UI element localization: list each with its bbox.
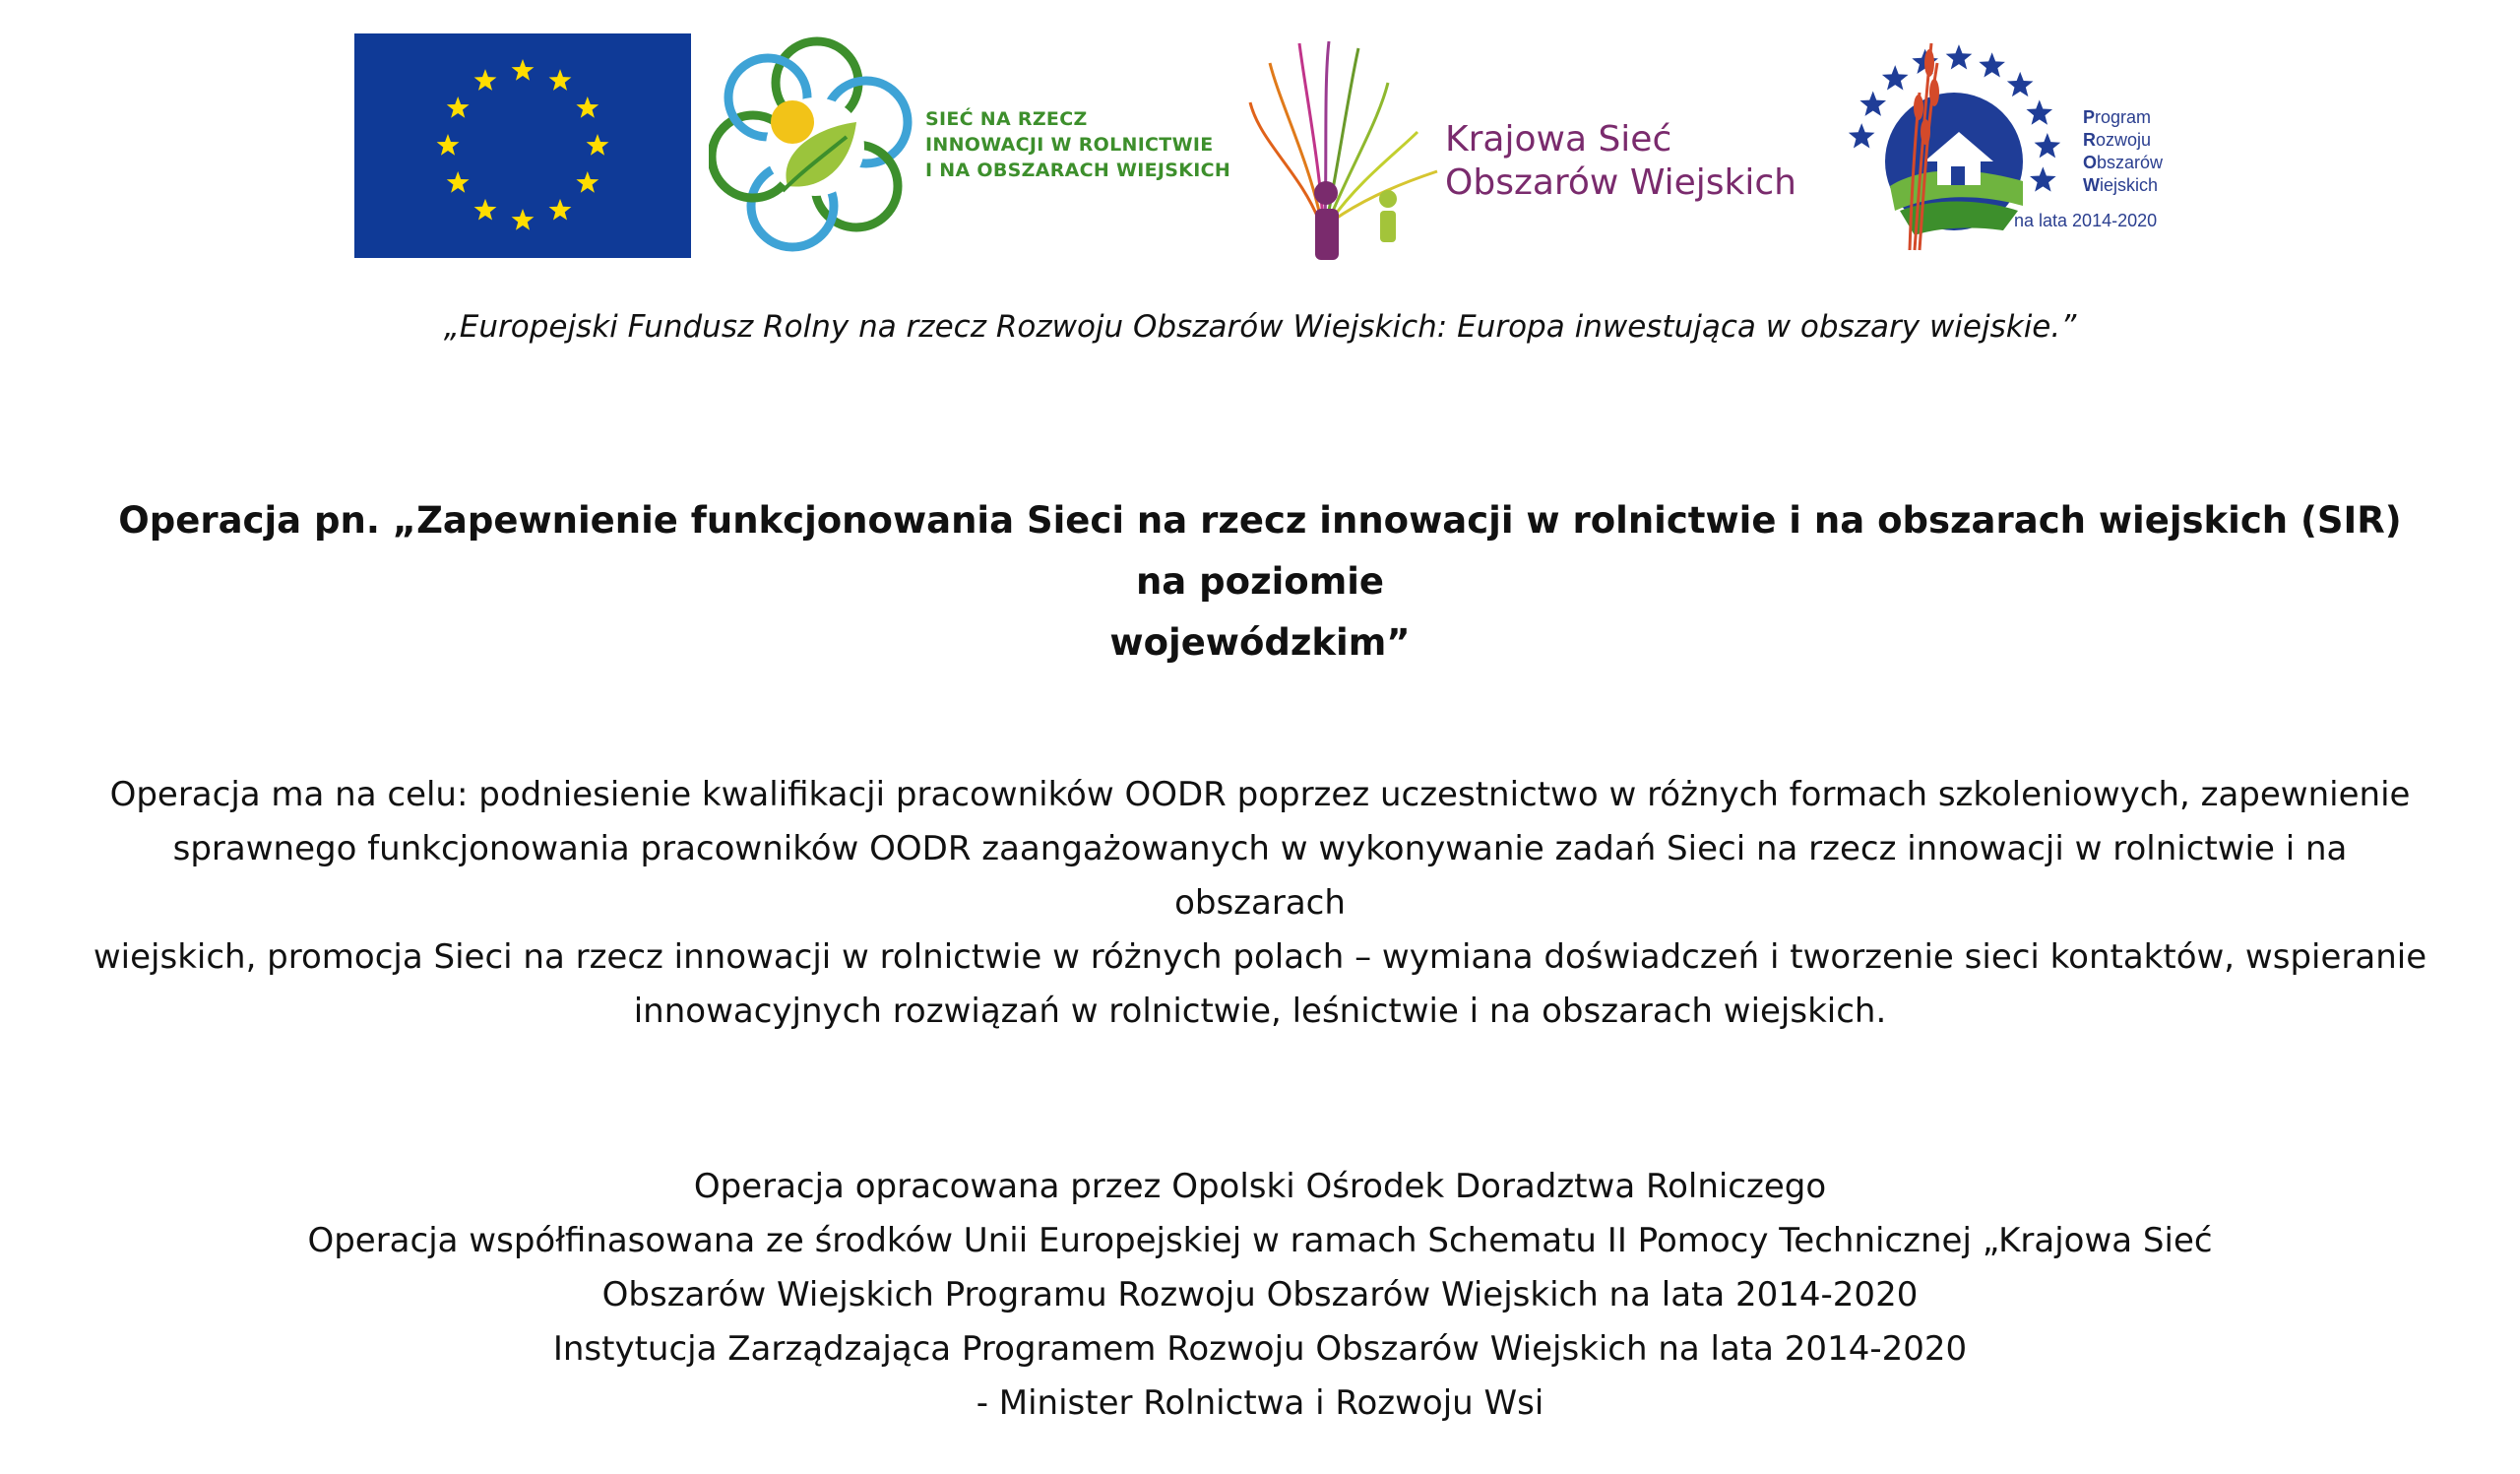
prow-initial: R bbox=[2083, 130, 2096, 150]
operation-title bbox=[89, 490, 2431, 673]
prow-star-icon bbox=[2035, 133, 2061, 158]
prow-logo-line bbox=[2083, 129, 2163, 152]
operation-goal-line: sprawnego funkcjonowania pracowników OODR zaangażowanych w wykonywanie zadań Sieci na rzecz innowacji w rolnictwie i na obszarach bbox=[172, 829, 2348, 923]
prow-star-icon bbox=[1859, 92, 1886, 116]
ksow-logo-line: Krajowa Sieć bbox=[1445, 119, 1672, 160]
ksow-logo-icon bbox=[1240, 24, 1447, 268]
prow-star-icon bbox=[2030, 166, 2056, 191]
ksow-logo-text bbox=[1445, 118, 1796, 205]
eafrd-tagline: „Europejski Fundusz Rolny na rzecz Rozwoju Obszarów Wiejskich: Europa inwestująca w obszary wiejskie.” bbox=[443, 309, 2077, 345]
prow-initial: W bbox=[2083, 175, 2100, 195]
logo-bar bbox=[0, 24, 2520, 268]
sir-logo-text bbox=[925, 106, 1240, 183]
prow-star-icon bbox=[1849, 123, 1875, 148]
prow-logo-line bbox=[2083, 152, 2163, 174]
prow-word-rest: bszarów bbox=[2097, 153, 2164, 172]
prow-star-icon bbox=[1979, 52, 2005, 77]
prow-star-icon bbox=[1882, 65, 1909, 90]
prow-star-icon bbox=[1946, 44, 1973, 69]
eu-flag-icon bbox=[354, 33, 691, 258]
operation-goal-line: Operacja ma na celu: podniesienie kwalifikacji pracowników OODR poprzez uczestnictwo w różnych formach szkoleniowych, zapewnienie bbox=[109, 775, 2411, 814]
operation-goal bbox=[89, 768, 2431, 1039]
operation-title-line: wojewódzkim” bbox=[1109, 621, 1411, 664]
sir-logo-line: I NA OBSZARACH WIEJSKICH bbox=[925, 160, 1231, 181]
operation-goal-line: wiejskich, promocja Sieci na rzecz innowacji w rolnictwie w różnych polach – wymiana doświadczeń i tworzenie sieci kontaktów, wspieranie bbox=[93, 937, 2427, 977]
sir-logo bbox=[709, 24, 1230, 260]
footer-line: Operacja współfinasowana ze środków Unii Europejskiej w ramach Schematu II Pomocy Technicznej „Krajowa Sieć bbox=[307, 1221, 2213, 1260]
ksow-logo-line: Obszarów Wiejskich bbox=[1445, 162, 1796, 203]
prow-word-rest: rogram bbox=[2095, 107, 2152, 127]
prow-initial: P bbox=[2083, 107, 2096, 127]
prow-logo bbox=[1821, 24, 2195, 260]
prow-logo-line bbox=[2083, 106, 2163, 129]
prow-word-rest: ozwoju bbox=[2096, 130, 2152, 150]
sir-logo-line: SIEĆ NA RZECZ bbox=[925, 108, 1088, 130]
prow-word-rest: iejskich bbox=[2100, 175, 2159, 195]
footer-line: - Minister Rolnictwa i Rozwoju Wsi bbox=[976, 1383, 1544, 1423]
footer-line: Instytucja Zarządzająca Programem Rozwoju Obszarów Wiejskich na lata 2014-2020 bbox=[552, 1329, 1968, 1369]
prow-star-icon bbox=[2026, 99, 2052, 124]
prow-logo-line bbox=[2083, 174, 2163, 197]
prow-years: na lata 2014-2020 bbox=[2014, 211, 2158, 230]
operation-goal-line: innowacyjnych rozwiązań w rolnictwie, leśnictwie i na obszarach wiejskich. bbox=[633, 992, 1887, 1031]
prow-initial: O bbox=[2083, 153, 2098, 172]
ksow-logo bbox=[1240, 24, 1811, 268]
funding-footer bbox=[89, 1160, 2431, 1431]
prow-star-icon bbox=[2007, 72, 2034, 96]
footer-line: Obszarów Wiejskich Programu Rozwoju Obszarów Wiejskich na lata 2014-2020 bbox=[601, 1275, 1919, 1314]
sir-network-logo-icon bbox=[709, 24, 925, 260]
operation-title-line: Operacja pn. „Zapewnienie funkcjonowania Sieci na rzecz innowacji w rolnictwie i na obszarach wiejskich (SIR) na poziomie bbox=[118, 499, 2402, 603]
prow-logo-text bbox=[2083, 106, 2163, 197]
footer-line: Operacja opracowana przez Opolski Ośrodek Doradztwa Rolniczego bbox=[693, 1167, 1827, 1206]
sir-logo-line: INNOWACJI W ROLNICTWIE bbox=[925, 134, 1214, 156]
